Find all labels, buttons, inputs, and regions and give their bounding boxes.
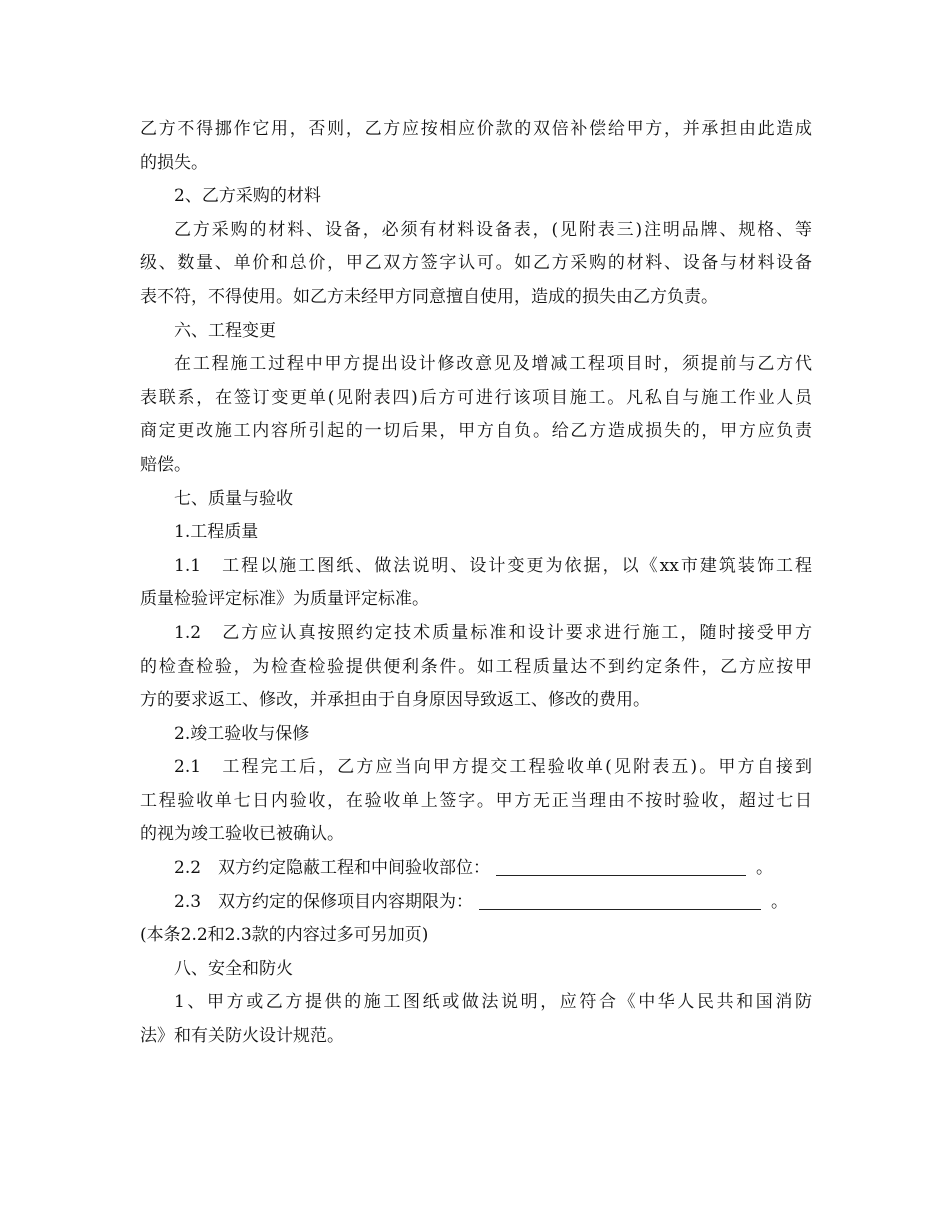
paragraph-line: 表不符，不得使用。如乙方未经甲方同意擅自使用，造成的损失由乙方负责。 [140,286,718,307]
paragraph-line: 的损失。 [140,152,208,173]
note-line: (本条2.2和2.3款的内容过多可另加页) [140,925,429,946]
clause-end-mark: 。 [756,858,774,879]
paragraph-line: 商定更改施工内容所引起的一切后果，甲方自负。给乙方造成损失的，甲方应负责 [140,421,812,442]
paragraph-line: 法》和有关防火设计规范。 [140,1026,344,1047]
fill-in-blank [479,890,761,910]
paragraph-line: 方的要求返工、修改，并承担由于自身原因导致返工、修改的费用。 [140,690,650,711]
section-heading: 七、质量与验收 [174,488,293,509]
subsection-heading: 2、乙方采购的材料 [174,186,321,207]
clause-text: 2.2 双方约定隐蔽工程和中间验收部位： [174,858,491,879]
paragraph-line: 1.2 乙方应认真按照约定技术质量标准和设计要求进行施工，随时接受甲方 [174,622,812,643]
paragraph-line: 乙方采购的材料、设备，必须有材料设备表，(见附表三)注明品牌、规格、等 [174,219,812,240]
clause-text: 2.3 双方约定的保修项目内容期限为： [174,891,474,912]
paragraph-line: 在工程施工过程中甲方提出设计修改意见及增减工程项目时，须提前与乙方代 [174,354,812,375]
paragraph-line: 乙方不得挪作它用，否则，乙方应按相应价款的双倍补偿给甲方，并承担由此造成 [140,119,812,139]
document-body [140,113,812,1054]
paragraph-line: 2.1 工程完工后，乙方应当向甲方提交工程验收单(见附表五)。甲方自接到 [174,757,812,778]
paragraph-line: 表联系，在签订变更单(见附表四)后方可进行该项目施工。凡私自与施工作业人员 [140,387,812,408]
section-heading: 六、工程变更 [174,320,276,341]
paragraph-line: 1、甲方或乙方提供的施工图纸或做法说明，应符合《中华人民共和国消防 [174,992,812,1013]
fill-in-blank [496,856,746,876]
paragraph-line: 工程验收单七日内验收，在验收单上签字。甲方无正当理由不按时验收，超过七日 [140,790,812,811]
section-heading: 八、安全和防火 [174,958,293,979]
paragraph-line: 赔偿。 [140,454,191,475]
fill-in-line [140,886,812,920]
clause-end-mark: 。 [771,891,789,912]
paragraph-line: 1.1 工程以施工图纸、做法说明、设计变更为依据，以《xx市建筑装饰工程 [174,555,812,576]
fill-in-line [140,852,812,886]
subsection-heading: 1.工程质量 [174,522,259,543]
paragraph-line: 的检查检验，为检查检验提供便利条件。如工程质量达不到约定条件，乙方应按甲 [140,656,812,677]
paragraph-line: 的视为竣工验收已被确认。 [140,824,344,845]
paragraph-line: 质量检验评定标准》为质量评定标准。 [140,589,429,610]
paragraph-line: 级、数量、单价和总价，甲乙双方签字认可。如乙方采购的材料、设备与材料设备 [140,253,812,274]
subsection-heading: 2.竣工验收与保修 [174,723,310,744]
